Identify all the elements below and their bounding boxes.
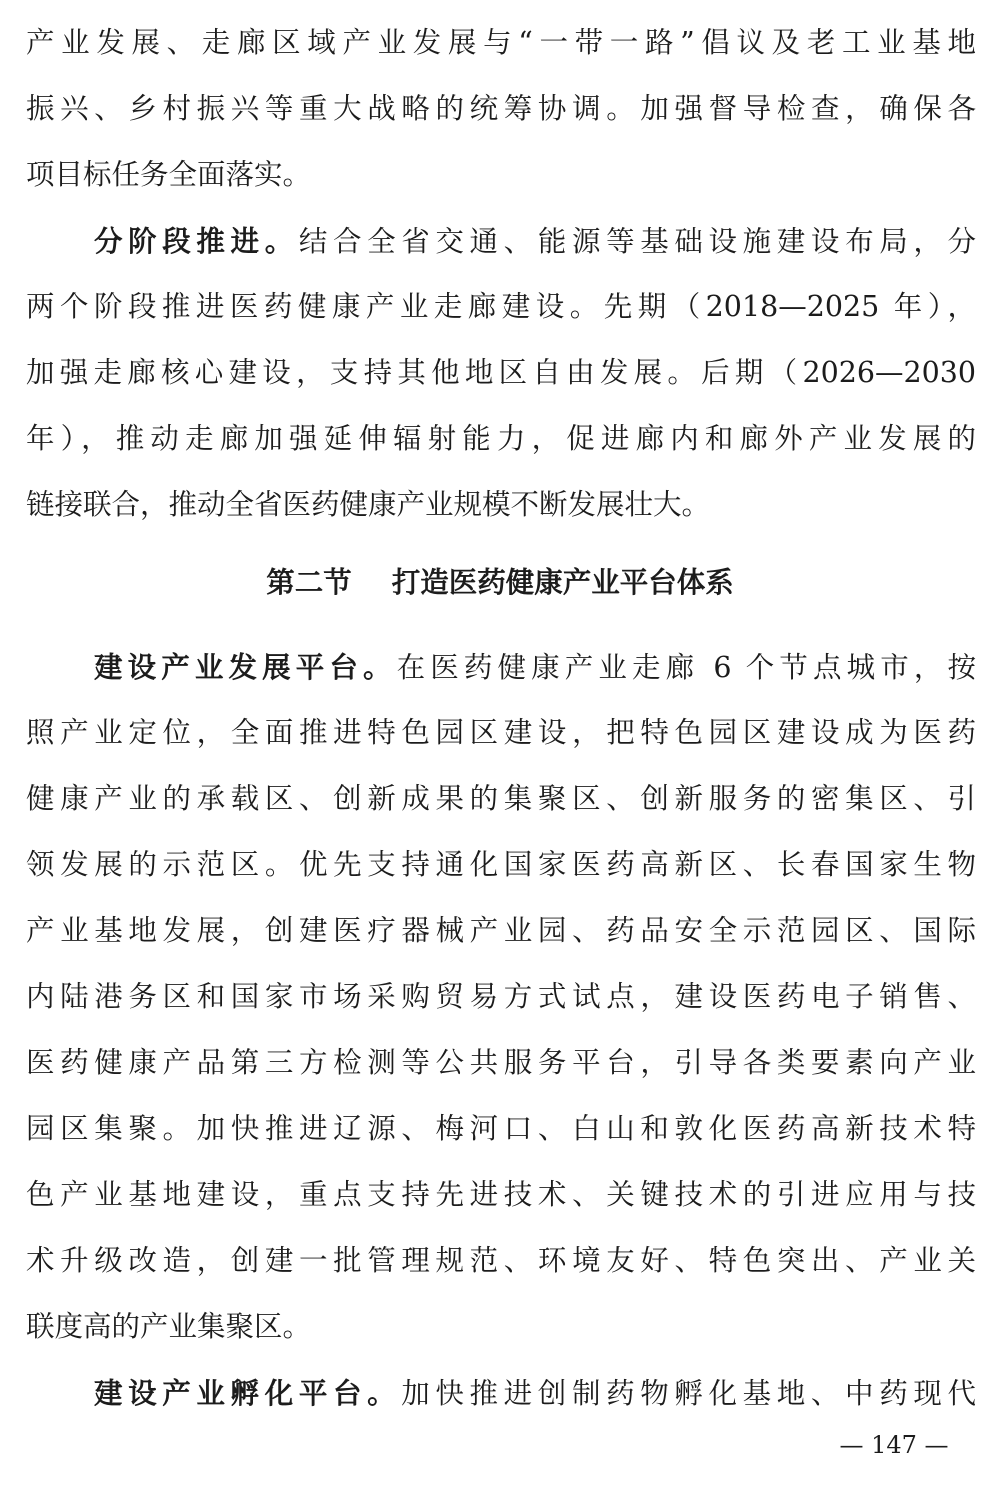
body-text-line: 医药健康产品第三方检测等公共服务平台，引导各类要素向产业 [26, 1046, 976, 1079]
section-heading [0, 552, 1000, 612]
body-text-line: 领发展的示范区。优先支持通化国家医药高新区、长春国家生物 [26, 848, 976, 881]
paragraph-incubation-text: 加快推进创制药物孵化基地、中药现代 [401, 1377, 976, 1410]
body-text-line: 项目标任务全面落实。 [26, 158, 312, 191]
paragraph-stage-text: 结合全省交通、能源等基础设施建设布局，分 [298, 225, 976, 258]
body-text-line: 产业发展、走廊区域产业发展与“一带一路”倡议及老工业基地 [26, 26, 976, 59]
body-text-line: 色产业基地建设，重点支持先进技术、关键技术的引进应用与技 [26, 1178, 976, 1211]
body-text-line: 园区集聚。加快推进辽源、梅河口、白山和敦化医药高新技术特 [26, 1112, 976, 1145]
section-title: 打造医药健康产业平台体系 [391, 565, 734, 599]
body-text-line: 健康产业的承载区、创新成果的集聚区、创新服务的密集区、引 [26, 782, 976, 815]
body-text-line: 两个阶段推进医药健康产业走廊建设。先期（2018—2025 年）， [26, 290, 976, 323]
body-text-line: 内陆港务区和国家市场采购贸易方式试点，建设医药电子销售、 [26, 980, 976, 1013]
paragraph-lead-incubation: 建设产业孵化平台。 [94, 1376, 402, 1410]
paragraph-incubation-first-line [94, 1360, 976, 1426]
body-text-line: 照产业定位，全面推进特色园区建设，把特色园区建设成为医药 [26, 716, 976, 749]
body-text-line: 年），推动走廊加强延伸辐射能力，促进廊内和廊外产业发展的 [26, 422, 976, 455]
body-text-line: 联度高的产业集聚区。 [26, 1310, 312, 1343]
section-number: 第二节 [266, 565, 352, 599]
body-text-line: 术升级改造，创建一批管理规范、环境友好、特色突出、产业关 [26, 1244, 976, 1277]
body-text-line: 振兴、乡村振兴等重大战略的统筹协调。加强督导检查，确保各 [26, 92, 976, 125]
body-text-line: 链接联合，推动全省医药健康产业规模不断发展壮大。 [26, 488, 711, 521]
paragraph-platform-first-line [94, 634, 976, 700]
page-number: — 147 — [839, 1431, 949, 1459]
body-text-line: 加强走廊核心建设，支持其他地区自由发展。后期（2026—2030 [26, 356, 976, 389]
paragraph-lead-stage: 分阶段推进。 [94, 224, 299, 258]
paragraph-stage-first-line [94, 208, 976, 274]
paragraph-lead-platform: 建设产业发展平台。 [94, 650, 397, 684]
body-text-line: 产业基地发展，创建医疗器械产业园、药品安全示范园区、国际 [26, 914, 976, 947]
paragraph-platform-text: 在医药健康产业走廊 6 个节点城市，按 [396, 651, 976, 684]
